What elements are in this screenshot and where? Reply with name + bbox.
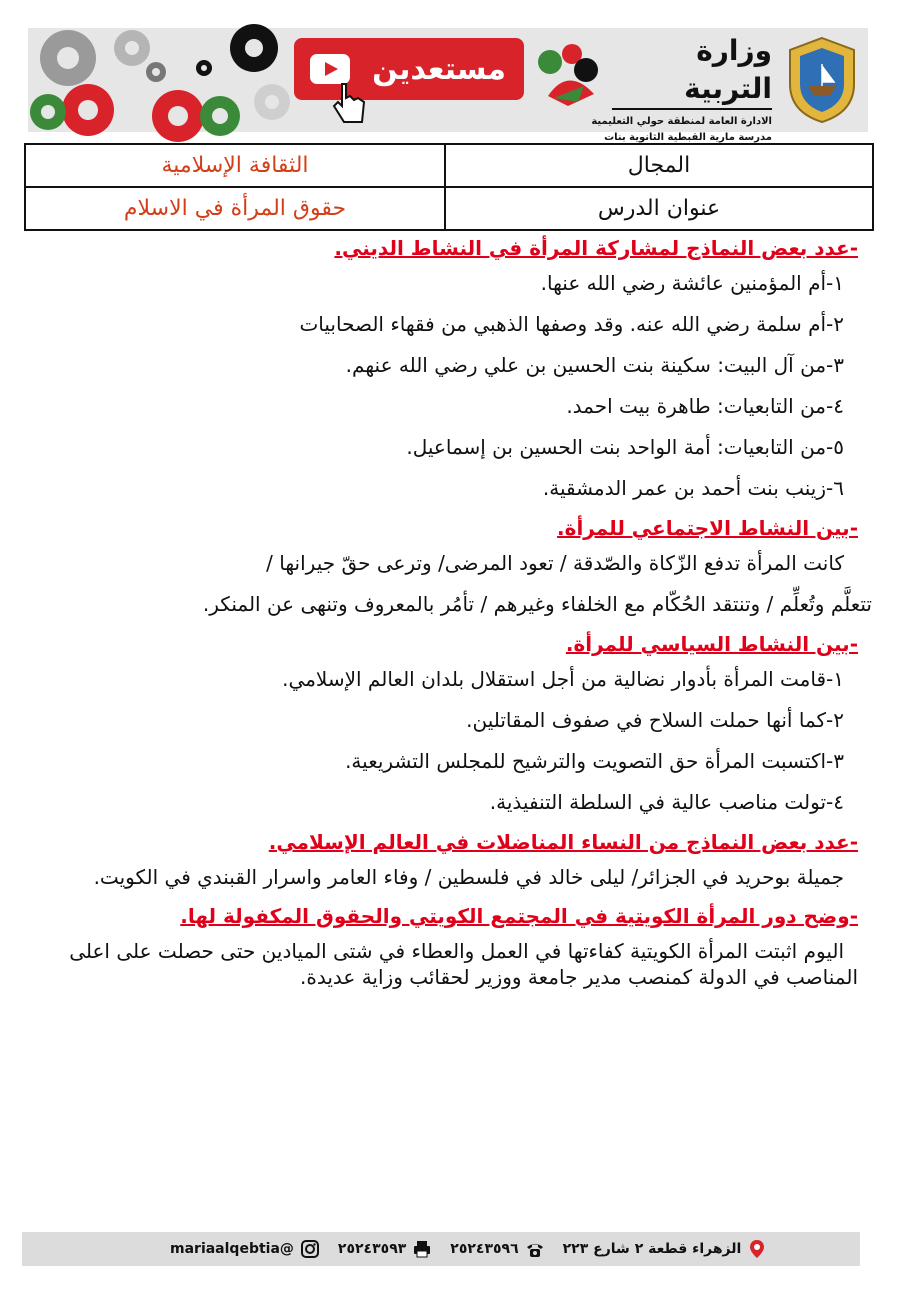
hand-cursor-icon — [328, 80, 370, 126]
location-pin-icon — [747, 1239, 767, 1259]
lesson-info-table — [24, 143, 874, 231]
table-row — [25, 187, 873, 230]
phone-icon — [525, 1239, 545, 1259]
fax-text: ٢٥٢٤٣٥٩٣ — [337, 1241, 407, 1257]
list-item: ١-أم المؤمنين عائشة رضي الله عنها. — [540, 271, 844, 295]
footer-fax — [338, 1239, 432, 1259]
paragraph-line: تتعلَّم وتُعلِّم / وتنتقد الحُكّام مع الخلفاء وغيرهم / تأمُر بالمعروف وتنهى عن المنكر. — [202, 592, 872, 616]
table-row — [25, 144, 873, 187]
list-item: ٥-من التابعيات: أمة الواحد بنت الحسين بن إسماعيل. — [406, 435, 844, 459]
footer-address — [563, 1239, 768, 1259]
list-item: ٤-تولت مناصب عالية في السلطة التنفيذية. — [489, 790, 844, 814]
footer-bar — [22, 1232, 860, 1266]
field-value: الثقافة الإسلامية — [25, 144, 445, 187]
divider — [612, 108, 772, 110]
list-item: ٣-من آل البيت: سكينة بنت الحسين بن علي رضي الله عنهم. — [345, 353, 844, 377]
list-item: ١-قامت المرأة بأدوار نضالية من أجل استقلال بلدان العالم الإسلامي. — [282, 667, 844, 691]
section-heading-political: -بين النشاط السياسي للمرأة. — [565, 632, 858, 656]
section-heading-social: -بين النشاط الاجتماعي للمرأة. — [557, 516, 858, 540]
header-banner — [28, 28, 868, 143]
ministry-name: وزارة التربية — [684, 34, 772, 105]
paragraph-line: كانت المرأة تدفع الزّكاة والصّدقة / تعود المرضى/ وترعى حقّ جيرانها / — [266, 551, 844, 575]
directorate-name: الادارة العامة لمنطقة حولي التعليمية — [591, 116, 772, 127]
ministry-title-block — [591, 32, 772, 143]
list-item: ٢-كما أنها حملت السلاح في صفوف المقاتلين. — [466, 708, 844, 732]
address-text: الزهراء قطعة ٢ شارع ٢٢٣ — [562, 1241, 742, 1257]
section-heading-religious: -عدد بعض النماذج لمشاركة المرأة في النشاط الديني. — [334, 236, 858, 260]
section-heading-activists: -عدد بعض النماذج من النساء المناضلات في العالم الإسلامي. — [268, 830, 858, 854]
ministry-emblem-icon — [780, 34, 864, 126]
lesson-label: عنوان الدرس — [445, 187, 873, 230]
fax-printer-icon — [412, 1239, 432, 1259]
section-heading-kuwaiti: -وضح دور المرأة الكويتية في المجتمع الكويتي والحقوق المكفولة لها. — [180, 904, 858, 928]
field-label: المجال — [445, 144, 873, 187]
footer-phone — [450, 1239, 544, 1259]
phone-text: ٢٥٢٤٣٥٩٦ — [450, 1241, 519, 1257]
footer-contacts — [170, 1239, 767, 1259]
gears-decoration-icon — [28, 28, 290, 132]
school-name: مدرسة مارية القبطية الثانوية بنات — [604, 132, 772, 143]
subscribe-label: مستعدين — [372, 51, 506, 87]
list-item: ٢-أم سلمة رضي الله عنه. وقد وصفها الذهبي من فقهاء الصحابيات — [299, 312, 844, 336]
paragraph: اليوم اثبتت المرأة الكويتية كفاءتها في العمل والعطاء في شتى الميادين حتى حصلت على اعلى المناصب في الدولة كمنصب مدير جامعة ووزير لحقائب وزاية عديدة. — [69, 939, 858, 989]
list-item: ٣-اكتسبت المرأة حق التصويت والترشيح للمجلس التشريعية. — [345, 749, 844, 773]
list-item: ٤-من التابعيات: طاهرة بيت احمد. — [566, 394, 844, 418]
lesson-content — [40, 232, 872, 1004]
school-emblem-icon — [528, 36, 608, 126]
paragraph: جميلة بوحريد في الجزائر/ ليلى خالد في فلسطين / وفاء العامر واسرار القبندي في الكويت. — [93, 865, 844, 889]
list-item: ٦-زينب بنت أحمد بن عمر الدمشقية. — [542, 476, 844, 500]
instagram-handle[interactable]: @mariaalqebtia — [170, 1241, 294, 1257]
footer-instagram[interactable] — [170, 1239, 320, 1259]
instagram-icon — [300, 1239, 320, 1259]
lesson-value: حقوق المرأة في الاسلام — [25, 187, 445, 230]
